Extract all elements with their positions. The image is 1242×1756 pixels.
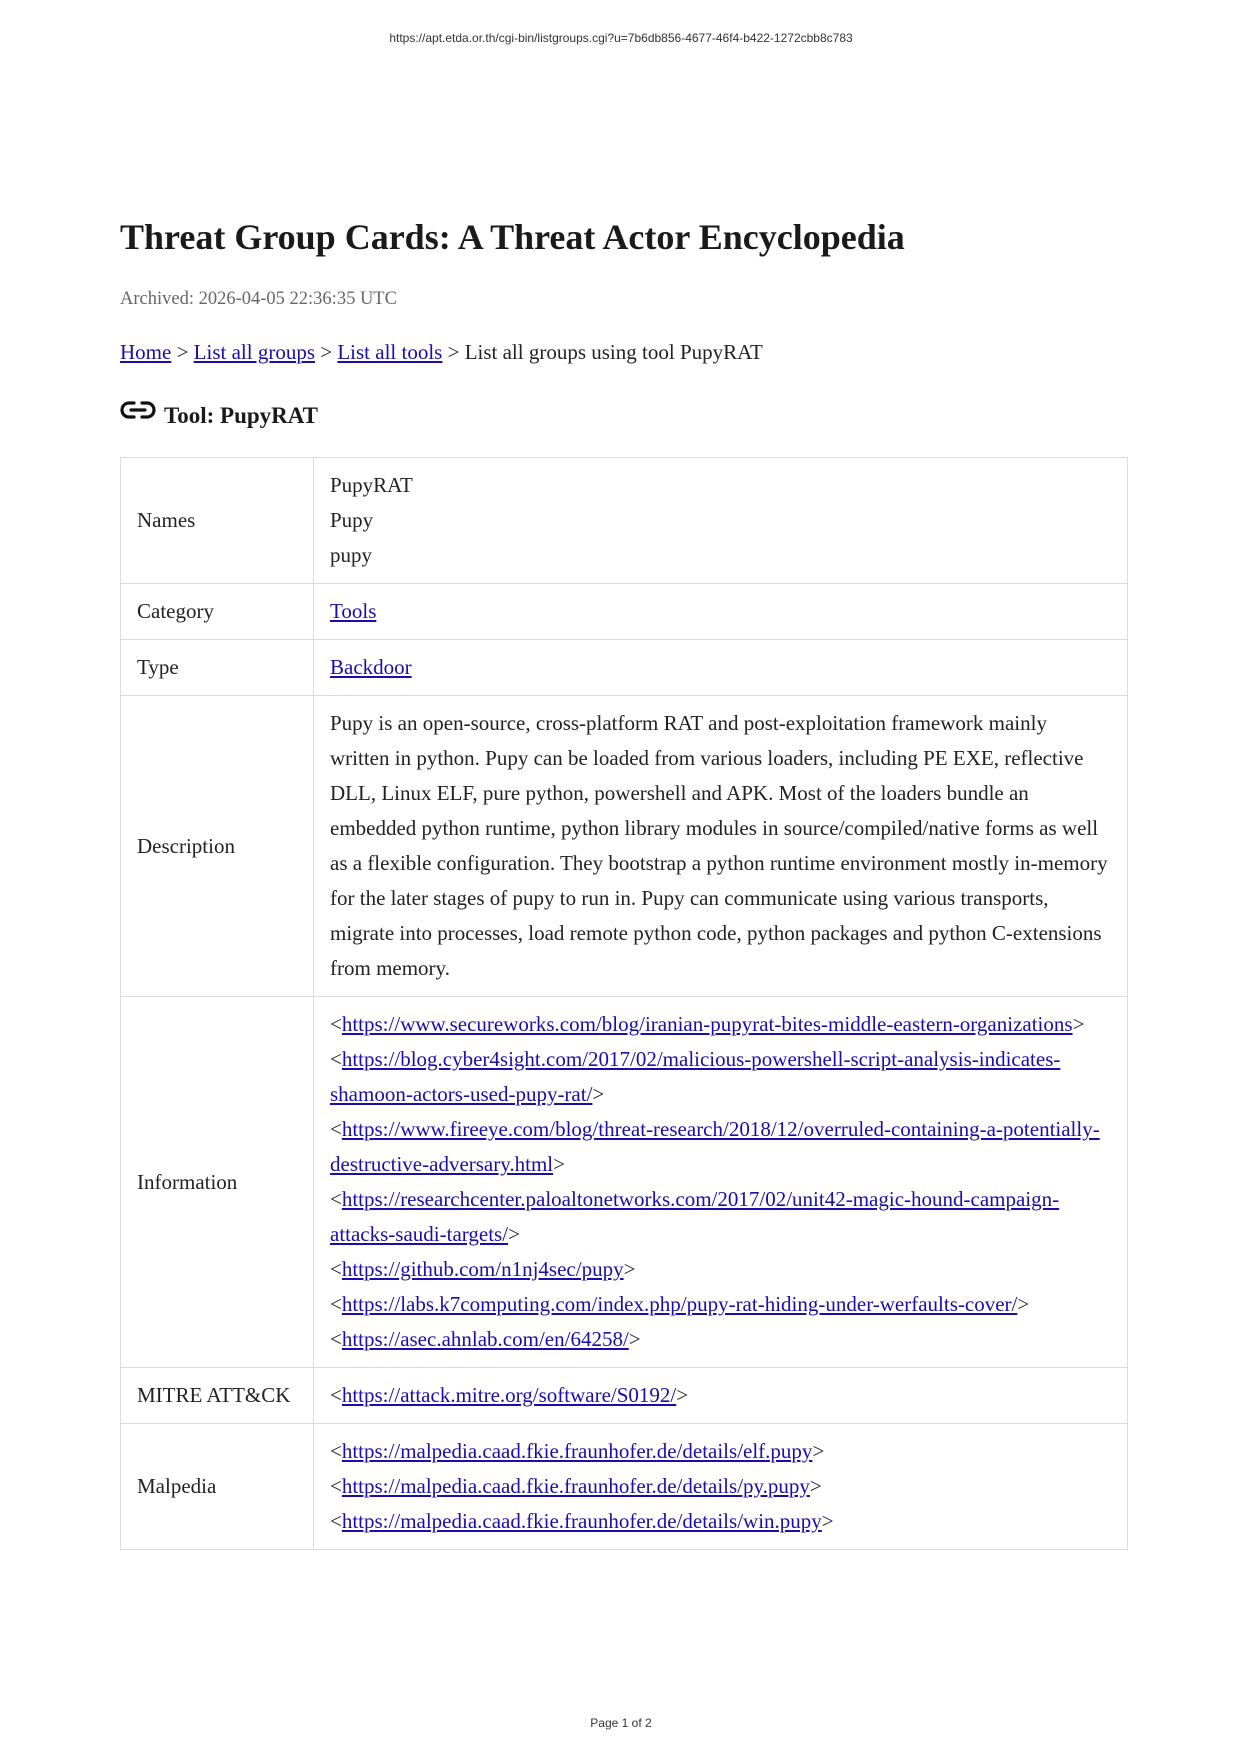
category-row [121,584,1128,640]
page-title: Threat Group Cards: A Threat Actor Encyclopedia [120,217,905,257]
information-link[interactable]: https://researchcenter.paloaltonetworks.com/2017/02/unit42-magic-hound-campaign-attacks-saudi-targets/ [330,1187,1060,1246]
information-link[interactable]: https://github.com/n1nj4sec/pupy [341,1257,624,1281]
main-content [120,210,1126,1550]
information-link-item: <https://asec.ahnlab.com/en/64258/> [330,1327,641,1351]
description-value: Pupy is an open-source, cross-platform RAT and post-exploitation framework mainly written in python. Pupy can be loaded from various loaders, including PE EXE, reflective DLL, Linux ELF, pure python, powershell and APK. Most of the loaders bundle an embedded python runtime, python library modules in source/compiled/native forms as well as a flexible configuration. They bootstrap a python runtime environment mostly in-memory for the later stages of pupy to run in. Pupy can communicate using various transports, migrate into processes, load remote python code, python packages and python C-extensions from memory. [314,696,1128,997]
information-link[interactable]: https://asec.ahnlab.com/en/64258/ [341,1327,629,1351]
information-link[interactable]: https://blog.cyber4sight.com/2017/02/malicious-powershell-script-analysis-indicates-shamoon-actors-used-pupy-rat/ [330,1047,1061,1106]
mitre-label: MITRE ATT&CK [121,1368,314,1424]
type-row [121,640,1128,696]
information-link-item: <https://blog.cyber4sight.com/2017/02/malicious-powershell-script-analysis-indicates-shamoon-actors-used-pupy-rat/> [330,1047,1061,1106]
information-row [121,997,1128,1368]
type-link[interactable]: Backdoor [330,655,412,679]
tool-heading-text: Tool: PupyRAT [164,403,319,428]
type-value [314,640,1128,696]
category-link[interactable]: Tools [330,599,377,623]
mitre-row [121,1368,1128,1424]
information-label: Information [121,997,314,1368]
malpedia-label: Malpedia [121,1424,314,1550]
names-value [314,458,1128,584]
malpedia-link-item: <https://malpedia.caad.fkie.fraunhofer.de/details/py.pupy> [330,1474,822,1498]
information-link-item: <https://www.fireeye.com/blog/threat-research/2018/12/overruled-containing-a-potentially-destructive-adversary.html> [330,1117,1100,1176]
link-icon [120,397,156,423]
breadcrumb-current: List all groups using tool PupyRAT [464,340,763,364]
name-item: PupyRAT [330,473,413,497]
page-number: Page 1 of 2 [590,1716,652,1730]
malpedia-link-item: <https://malpedia.caad.fkie.fraunhofer.de/details/elf.pupy> [330,1439,825,1463]
malpedia-link[interactable]: https://malpedia.caad.fkie.fraunhofer.de/details/win.pupy [341,1509,822,1533]
tool-info-table [120,457,1128,1550]
malpedia-value [314,1424,1128,1550]
name-item: Pupy [330,508,374,532]
malpedia-link[interactable]: https://malpedia.caad.fkie.fraunhofer.de/details/py.pupy [341,1474,810,1498]
names-label: Names [121,458,314,584]
tool-heading [120,397,1126,431]
mitre-link[interactable]: https://attack.mitre.org/software/S0192/ [341,1383,677,1407]
type-label: Type [121,640,314,696]
breadcrumb-separator: > [442,340,465,364]
breadcrumb-separator: > [171,340,194,364]
information-link-item: <https://github.com/n1nj4sec/pupy> [330,1257,636,1281]
malpedia-link-item: <https://malpedia.caad.fkie.fraunhofer.de/details/win.pupy> [330,1509,834,1533]
breadcrumb-groups-link[interactable]: List all groups [193,340,315,364]
category-value [314,584,1128,640]
information-value [314,997,1128,1368]
breadcrumb-separator: > [315,340,338,364]
malpedia-row [121,1424,1128,1550]
breadcrumb-home-link[interactable]: Home [120,340,172,364]
malpedia-link[interactable]: https://malpedia.caad.fkie.fraunhofer.de/details/elf.pupy [341,1439,813,1463]
print-header-url: https://apt.etda.or.th/cgi-bin/listgroups.cgi?u=7b6db856-4677-46f4-b422-1272cbb8c783 [389,31,853,45]
mitre-value [314,1368,1128,1424]
information-link-item: <https://www.secureworks.com/blog/iranian-pupyrat-bites-middle-eastern-organizations> [330,1012,1085,1036]
information-link-item: <https://labs.k7computing.com/index.php/pupy-rat-hiding-under-werfaults-cover/> [330,1292,1030,1316]
category-label: Category [121,584,314,640]
archived-timestamp: Archived: 2026-04-05 22:36:35 UTC [120,289,397,309]
name-item: pupy [330,543,372,567]
description-row [121,696,1128,997]
breadcrumb [120,337,1126,367]
names-row [121,458,1128,584]
information-link[interactable]: https://www.fireeye.com/blog/threat-research/2018/12/overruled-containing-a-potentially-destructive-adversary.html [330,1117,1100,1176]
information-link-item: <https://researchcenter.paloaltonetworks.com/2017/02/unit42-magic-hound-campaign-attacks-saudi-targets/> [330,1187,1060,1246]
description-label: Description [121,696,314,997]
mitre-link-item: <https://attack.mitre.org/software/S0192/> [330,1383,689,1407]
breadcrumb-tools-link[interactable]: List all tools [337,340,443,364]
information-link[interactable]: https://www.secureworks.com/blog/iranian-pupyrat-bites-middle-eastern-organizations [341,1012,1073,1036]
information-link[interactable]: https://labs.k7computing.com/index.php/pupy-rat-hiding-under-werfaults-cover/ [341,1292,1018,1316]
